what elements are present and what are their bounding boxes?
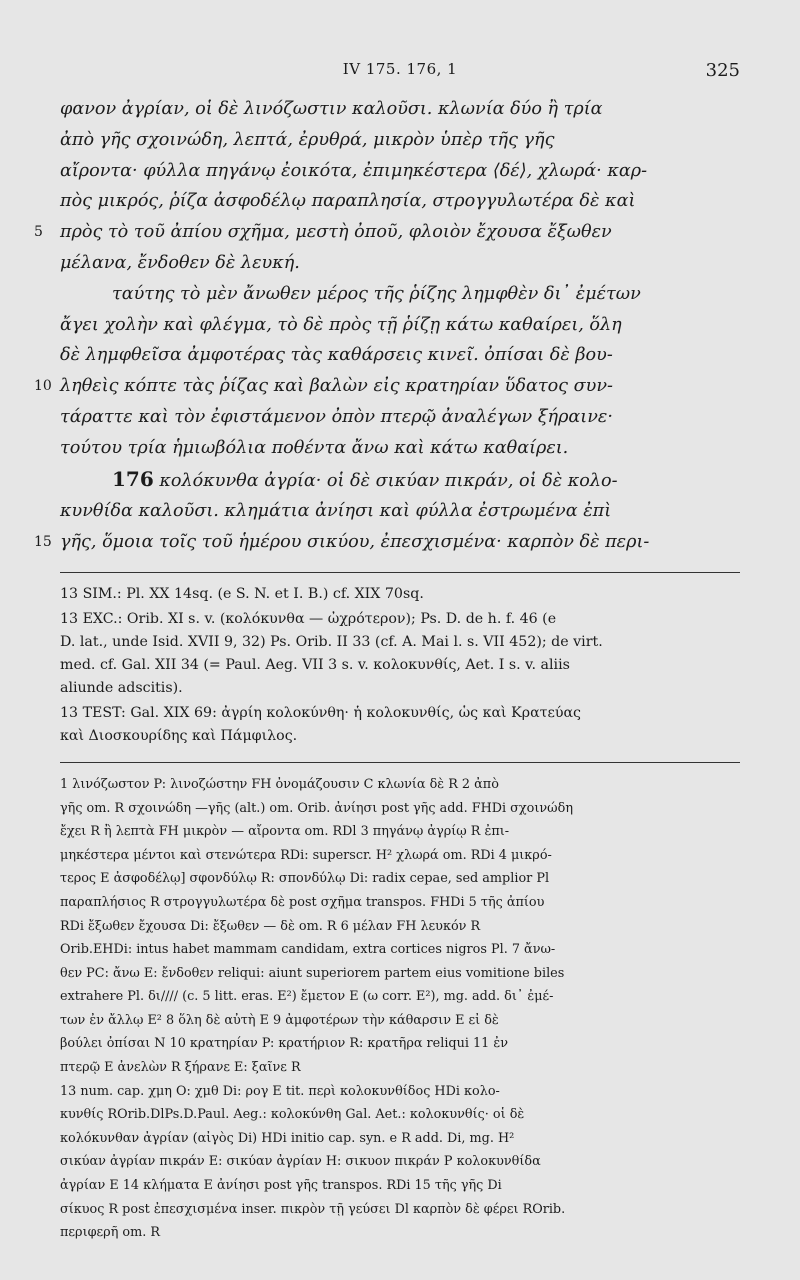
note-line: 1 λινόζωστον P: λινοζώστην FH ὀνομάζουσιν C κλωνία δὲ R 2 ἀπὸ	[60, 776, 499, 792]
line-text: αἴροντα· φύλλα πηγάνῳ ἐοικότα, ἐπιμηκέστερα ⟨δέ⟩, χλωρά· καρ-	[60, 160, 648, 181]
line-number: 5	[34, 224, 43, 241]
line-text: πὸς μικρός, ῥίζα ἀσφοδέλῳ παραπλησία, στρογγυλωτέρα δὲ καὶ	[60, 191, 636, 212]
divider	[60, 572, 740, 573]
note-line: παραπλήσιος R στρογγυλωτέρα δὲ post σχῆμα transpos. FHDi 5 τῆς ἀπίου	[60, 894, 545, 910]
sim-note	[60, 583, 740, 606]
text-line	[60, 279, 740, 310]
note-line: ἀγρίαν E 14 κλήματα E ἀνίησι post γῆς transpos. RDi 15 τῆς γῆς Di	[60, 1178, 502, 1194]
text-line	[60, 433, 740, 464]
critical-apparatus	[60, 773, 740, 1245]
note-line: των ἐν ἄλλῳ E² 8 ὅλη δὲ αὐτὴ E 9 ἀμφοτέρων τὴν κάθαρσιν E εἰ δὲ	[60, 1012, 499, 1028]
text-line	[34, 217, 740, 248]
note-line: περιφερῆ om. R	[60, 1225, 161, 1241]
note-line: aliunde adscitis).	[60, 679, 183, 696]
note-line: 13 SIM.: Pl. XX 14sq. (e S. N. et I. B.) cf. XIX 70sq.	[60, 585, 424, 602]
note-line: ἔχει R ἢ λεπτὰ FH μικρὸν — αἴροντα om. RDl 3 πηγάνῳ ἀγρίῳ R ἐπι-	[60, 824, 510, 840]
note-line: RDi ἔξωθεν ἔχουσα Di: ἔξωθεν — δὲ om. R 6 μέλαν FH λευκόν R	[60, 918, 481, 934]
chapter-line-2: κυνθίδα καλοῦσι. κλημάτια ἀνίησι καὶ φύλλα ἐστρωμένα ἐπὶ	[60, 501, 612, 522]
note-line: πτερῷ E ἀνελὼν R ξήρανε E: ξαῖνε R	[60, 1060, 301, 1076]
running-head: IV 175. 176, 1	[342, 60, 458, 78]
line-text: μέλανα, ἔνδοθεν δὲ λευκή.	[60, 252, 300, 273]
line-number: 15	[34, 534, 52, 551]
text-line	[60, 94, 740, 125]
line-text: δὲ λημφθεῖσα ἀμφοτέρας τὰς καθάρσεις κινεῖ. ὀπίσαι δὲ βου-	[60, 345, 613, 366]
note-line: κυνθίς ROrib.DlPs.D.Paul. Aeg.: κολοκύνθη Gal. Aet.: κολοκυνθίς· οἱ δὲ	[60, 1107, 525, 1123]
note-line: καὶ Διοσκουρίδης καὶ Πάμφιλος.	[60, 727, 298, 744]
page-number: 325	[705, 60, 740, 81]
text-line	[60, 402, 740, 433]
line-text: ταύτης τὸ μὲν ἄνωθεν μέρος τῆς ῥίζης λημφθὲν δι᾽ ἐμέτων	[112, 283, 641, 304]
text-line	[60, 248, 740, 279]
note-line: σίκυος R post ἐπεσχισμένα inser. πικρὸν τῇ γεύσει Dl καρπὸν δὲ φέρει ROrib.	[60, 1201, 566, 1217]
exc-note	[60, 608, 740, 700]
text-line	[60, 340, 740, 371]
line-text: τάραττε καὶ τὸν ἐφιστάμενον ὀπὸν πτερῷ ἀναλέγων ξήραινε·	[60, 406, 613, 427]
main-text	[34, 94, 740, 464]
line-text: ἄγει χολὴν καὶ φλέγμα, τὸ δὲ πρὸς τῇ ῥίζῃ κάτω καθαίρει, ὅλη	[60, 314, 622, 335]
line-text: ἀπὸ γῆς σχοινώδη, λεπτά, ἐρυθρά, μικρὸν ὑπὲρ τῆς γῆς	[60, 129, 555, 150]
note-line: σικύαν ἀγρίαν πικράν E: σικύαν ἀγρίαν H: σικυον πικράν P κολοκυνθίδα	[60, 1154, 541, 1170]
page-header	[60, 38, 740, 94]
note-line: Orib.EHDi: intus habet mammam candidam, extra cortices nigros Pl. 7 ἄνω-	[60, 942, 556, 958]
note-line: μηκέστερα μέντοι καὶ στενώτερα RDi: superscr. H² χλωρά om. RDi 4 μικρό-	[60, 847, 552, 863]
note-line: γῆς om. R σχοινώδη —γῆς (alt.) om. Orib. ἀνίησι post γῆς add. FHDi σχοινώδη	[60, 800, 573, 816]
sources-notes	[60, 583, 740, 748]
chapter-line-1: κολόκυνθα ἀγρία· οἱ δὲ σικύαν πικράν, οἱ δὲ κολο-	[153, 470, 618, 491]
text-line	[34, 371, 740, 402]
line-text: φανον ἀγρίαν, οἱ δὲ λινόζωστιν καλοῦσι. κλωνία δύο ἢ τρία	[60, 99, 603, 119]
line-text: ληθεὶς κόπτε τὰς ῥίζας καὶ βαλὼν εἰς κρατηρίαν ὕδατος συν-	[60, 376, 613, 397]
note-line: τερος E ἀσφοδέλῳ] σφονδύλῳ R: σπονδύλῳ Di: radix cepae, sed amplior Pl	[60, 871, 550, 887]
note-line: βούλει ὀπίσαι N 10 κρατηρίαν P: κρατήριον R: κρατῆρα reliqui 11 ἐν	[60, 1036, 509, 1052]
divider	[60, 762, 740, 763]
chapter-176	[34, 464, 740, 558]
note-line: D. lat., unde Isid. XVII 9, 32) Ps. Orib. II 33 (cf. A. Mai l. s. VII 452); de virt.	[60, 633, 603, 650]
test-note	[60, 702, 740, 748]
text-line	[60, 310, 740, 341]
text-line	[60, 125, 740, 156]
chapter-line-3: γῆς, ὅμοια τοῖς τοῦ ἡμέρου σικύου, ἐπεσχισμένα· καρπὸν δὲ περι-	[60, 532, 650, 553]
line-text: πρὸς τὸ τοῦ ἀπίου σχῆμα, μεστὴ ὀποῦ, φλοιὸν ἔχουσα ἔξωθεν	[60, 222, 612, 243]
note-line: med. cf. Gal. XII 34 (= Paul. Aeg. VII 3 s. v. κολοκυνθίς, Aet. I s. v. aliis	[60, 656, 570, 673]
text-line	[60, 156, 740, 187]
text-line	[60, 186, 740, 217]
text-line	[60, 464, 740, 497]
note-line: 13 num. cap. χμη O: χμθ Di: ρογ E tit. περὶ κολοκυνθίδος HDi κολο-	[60, 1083, 500, 1099]
note-line: θεν PC: ἄνω E: ἔνδοθεν reliqui: aiunt superiorem partem eius vomitione biles	[60, 965, 565, 981]
line-number: 10	[34, 378, 52, 395]
note-line: 13 EXC.: Orib. XI s. v. (κολόκυνθα — ὠχρότερον); Ps. D. de h. f. 46 (e	[60, 610, 557, 627]
text-line	[60, 496, 740, 527]
note-line: 13 TEST: Gal. XIX 69: ἀγρίη κολοκύνθη· ἡ κολοκυνθίς, ὡς καὶ Κρατεύας	[60, 704, 582, 721]
chapter-number: 176	[112, 466, 154, 491]
text-line	[34, 527, 740, 558]
note-line: κολόκυνθαν ἀγρίαν (αἰγὸς Di) HDi initio cap. syn. e R add. Di, mg. H²	[60, 1130, 515, 1146]
line-text: τούτου τρία ἡμιωβόλια ποθέντα ἄνω καὶ κάτω καθαίρει.	[60, 437, 569, 458]
note-line: extrahere Pl. δι//// (c. 5 litt. eras. E²) ἔμετον E (ω corr. E²), mg. add. δι᾽ ἐμέ-	[60, 989, 554, 1005]
